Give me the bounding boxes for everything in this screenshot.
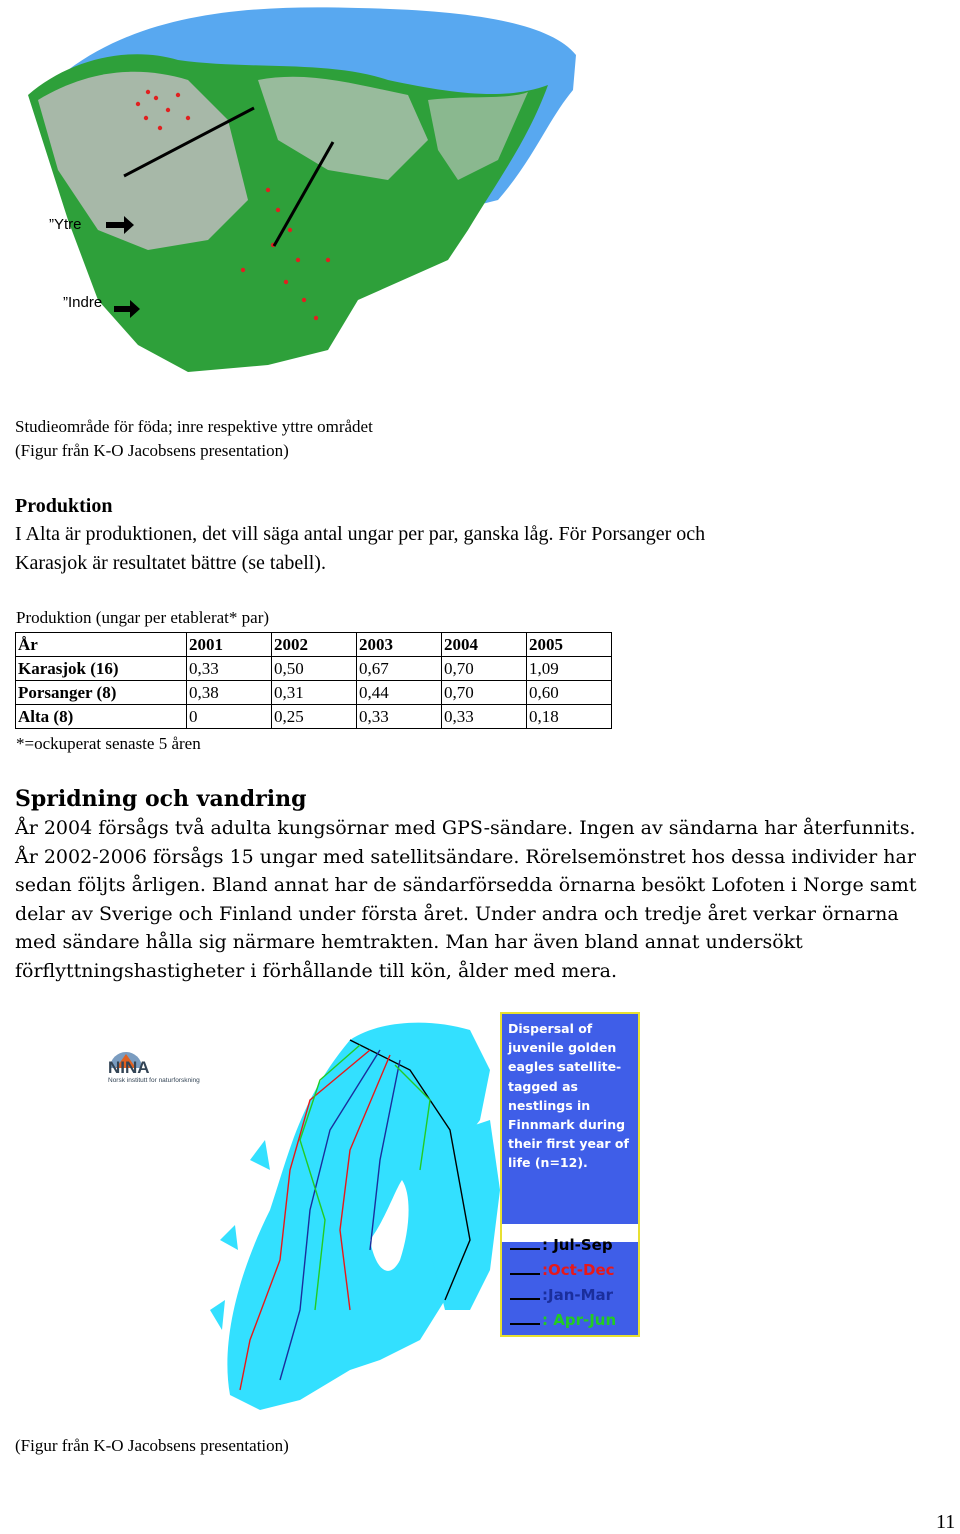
- table-header-cell: År: [16, 633, 187, 657]
- section-heading-production: Produktion: [15, 495, 113, 517]
- legend-item-oct-dec: :Oct-Dec: [510, 1261, 615, 1279]
- legend-item-jan-mar: :Jan-Mar: [510, 1286, 613, 1304]
- dispersal-line: sedan följts årligen. Bland annat har de sändarförsedda örnarna besökt Lofoten i Norge samt: [15, 874, 917, 896]
- dispersal-line: År 2004 försågs två adulta kungsörnar med GPS-sändare. Ingen av sändarna har återfunnits.: [15, 817, 916, 839]
- table-cell: 0,50: [272, 657, 357, 681]
- table-cell: 0,67: [357, 657, 442, 681]
- dispersal-line: med sändare hålla sig närmare hemtrakten. Man har även bland annat undersökt: [15, 931, 803, 953]
- map-caption-line1: Studieområde för föda; inre respektive yttre området: [15, 417, 373, 436]
- table-cell: 0,18: [527, 705, 612, 729]
- dispersal-line: delar av Sverige och Finland under första året. Under andra och tredje året verkar örnarna: [15, 902, 899, 925]
- figure-caption-bottom: (Figur från K-O Jacobsens presentation): [15, 1436, 289, 1455]
- map-caption-line2: (Figur från K-O Jacobsens presentation): [15, 441, 289, 460]
- table-cell: 0,33: [187, 657, 272, 681]
- table-cell: 0: [187, 705, 272, 729]
- table-row: [16, 681, 612, 705]
- label-outer: ”Ytre: [49, 216, 82, 233]
- dispersal-line: förflyttningshastigheter i förhållande till kön, ålder med mera.: [15, 959, 618, 982]
- logo-text: NINA: [108, 1058, 150, 1077]
- production-text-line2: Karasjok är resultatet bättre (se tabell).: [15, 552, 326, 574]
- section-heading-dispersal: Spridning och vandring: [15, 786, 307, 812]
- page-number: 11: [936, 1511, 956, 1533]
- table-row-label: Porsanger (8): [16, 681, 187, 705]
- table-footnote: *=ockuperat senaste 5 åren: [16, 734, 201, 753]
- table-header-cell: 2004: [442, 633, 527, 657]
- table-cell: 0,70: [442, 681, 527, 705]
- label-inner: ”Indre: [63, 294, 103, 311]
- production-table: [15, 632, 612, 729]
- table-row: [16, 705, 612, 729]
- table-caption: Produktion (ungar per etablerat* par): [16, 608, 270, 627]
- table-cell: 0,31: [272, 681, 357, 705]
- production-text-line1: I Alta är produktionen, det vill säga antal ungar per par, ganska låg. För Porsanger och: [15, 523, 706, 545]
- table-cell: 0,44: [357, 681, 442, 705]
- table-header-cell: 2005: [527, 633, 612, 657]
- table-cell: 0,33: [357, 705, 442, 729]
- table-cell: 0,60: [527, 681, 612, 705]
- legend-item-apr-jun: : Apr-Jun: [510, 1311, 616, 1329]
- table-row-label: Alta (8): [16, 705, 187, 729]
- table-cell: 1,09: [527, 657, 612, 681]
- logo-subtitle: Norsk institutt for naturforskning: [108, 1077, 200, 1084]
- table-cell: 0,38: [187, 681, 272, 705]
- dispersal-paragraph: [15, 814, 945, 985]
- map-legend: [500, 1012, 640, 1337]
- table-header-row: [16, 633, 612, 657]
- legend-title: Dispersal of juvenile golden eagles satellite-tagged as nestlings in Finnmark during their first year of life (n=12).: [508, 1021, 629, 1171]
- study-area-map: [28, 0, 588, 380]
- legend-item-jul-sep: : Jul-Sep: [510, 1236, 613, 1254]
- table-header-cell: 2002: [272, 633, 357, 657]
- dispersal-line: År 2002-2006 försågs 15 ungar med satellitsändare. Rörelsemönstret hos dessa individer har: [15, 845, 916, 868]
- table-row: [16, 657, 612, 681]
- table-row-label: Karasjok (16): [16, 657, 187, 681]
- table-cell: 0,25: [272, 705, 357, 729]
- table-header-cell: 2003: [357, 633, 442, 657]
- table-cell: 0,70: [442, 657, 527, 681]
- table-header-cell: 2001: [187, 633, 272, 657]
- table-cell: 0,33: [442, 705, 527, 729]
